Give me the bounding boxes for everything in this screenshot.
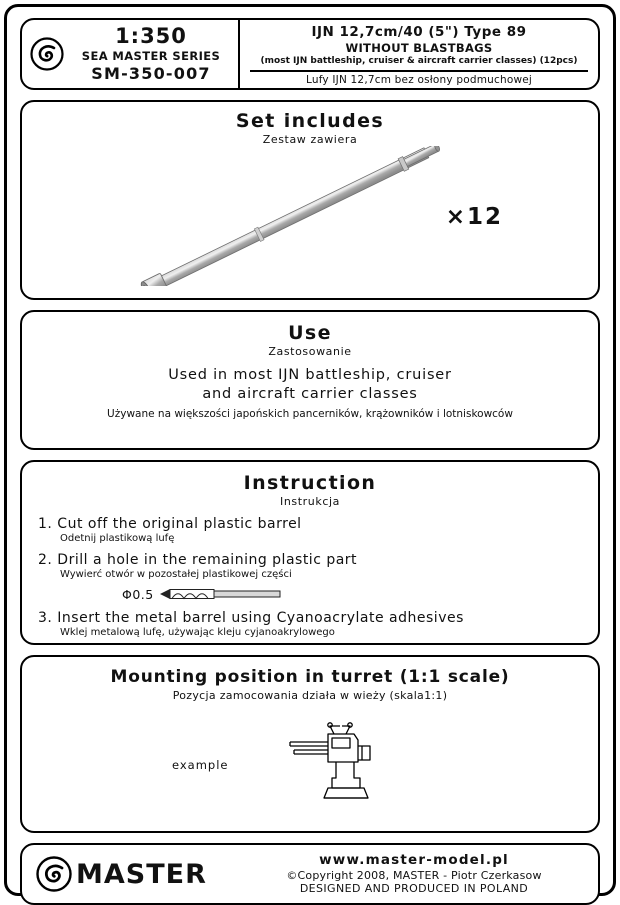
product-subtitle: WITHOUT BLASTBAGS (345, 41, 493, 55)
quantity-label: ×12 (445, 204, 503, 230)
header-left-block (22, 20, 240, 88)
drill-spec-row (122, 586, 584, 602)
instruction-title: Instruction (243, 472, 377, 494)
use-line-1: Used in most IJN battleship, cruiser (168, 367, 452, 383)
set-includes-title: Set includes (235, 110, 385, 132)
product-code: SM-350-007 (91, 63, 211, 83)
example-label: example (172, 758, 229, 772)
footer-brand-name: MASTER (76, 858, 207, 890)
instruction-subtitle: Instrukcja (280, 495, 340, 508)
mounting-body (22, 702, 598, 817)
set-includes-subtitle: Zestaw zawiera (262, 133, 358, 146)
header-right-block (240, 20, 598, 88)
master-swirl-logo-icon (36, 856, 72, 892)
step-2-polish: Wywierć otwór w pozostałej plastikowej części (60, 569, 292, 580)
website-url[interactable]: www.master-model.pl (319, 851, 509, 868)
step-3-text: 3. Insert the metal barrel using Cyanoacrylate adhesives (38, 610, 464, 626)
mounting-subtitle: Pozycja zamocowania działa w wieży (skala1:1) (172, 689, 448, 702)
step-2-text: 2. Drill a hole in the remaining plastic part (38, 552, 358, 568)
footer-info-block (240, 852, 598, 896)
footer-brand-block (22, 856, 240, 892)
turret-diagram-icon (284, 716, 404, 816)
production-text: DESIGNED AND PRODUCED IN POLAND (299, 882, 529, 896)
mounting-panel (20, 655, 600, 833)
header-divider (250, 70, 588, 72)
instruction-step-2 (36, 552, 584, 580)
step-3-polish: Wklej metalową lufę, używając kleju cyjanoakrylowego (60, 627, 335, 638)
instruction-step-1 (36, 516, 584, 544)
use-title: Use (288, 322, 332, 344)
product-title: IJN 12,7cm/40 (5") Type 89 (311, 24, 527, 40)
instruction-step-3 (36, 610, 584, 638)
use-subtitle: Zastosowanie (268, 345, 352, 358)
header-panel (20, 18, 600, 90)
product-title-polish: Lufy IJN 12,7cm bez osłony podmuchowej (305, 73, 533, 86)
series-label: SEA MASTER SERIES (81, 48, 221, 63)
copyright-text: ©Copyright 2008, MASTER - Piotr Czerkasow (286, 868, 542, 882)
step-1-text: 1. Cut off the original plastic barrel (38, 516, 302, 532)
barrel-illustration-area (22, 146, 598, 286)
footer-panel (20, 843, 600, 905)
use-panel (20, 310, 600, 450)
use-polish: Używane na większości japońskich pancerników, krążowników i lotniskowców (107, 408, 513, 420)
master-swirl-logo-icon (30, 37, 64, 71)
mounting-title: Mounting position in turret (1:1 scale) (110, 667, 510, 687)
scale-label: 1:350 (115, 24, 187, 49)
use-line-2: and aircraft carrier classes (202, 386, 418, 402)
drill-diameter-label: Φ0.5 (122, 586, 154, 602)
product-applicability: (most IJN battleship, cruiser & aircraft carrier classes) (12pcs) (260, 56, 578, 66)
drill-bit-icon (158, 586, 286, 602)
set-includes-panel (20, 100, 600, 300)
instruction-panel (20, 460, 600, 645)
step-1-polish: Odetnij plastikową lufę (60, 533, 175, 544)
